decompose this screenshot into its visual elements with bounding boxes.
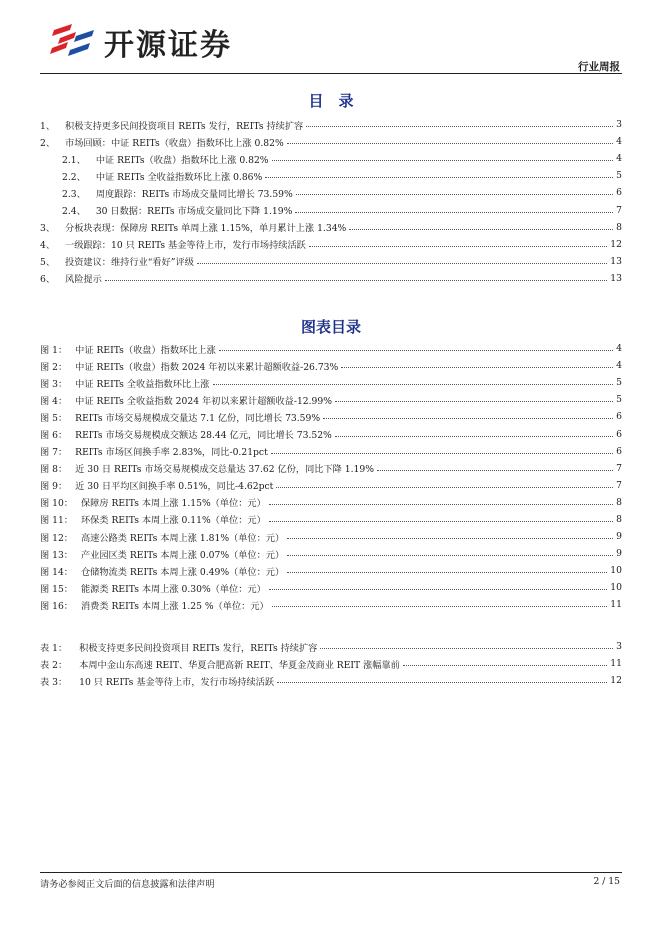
figure-entry-leader-dots [269,504,613,505]
table-entry-text: 本周中金山东高速 REIT、华夏合肥高新 REIT、华夏金茂商业 REIT 涨幅靠前 [79,659,400,671]
toc-entry-leader-dots [272,160,614,161]
toc-entry-leader-dots [105,280,608,281]
figure-entry-number: 图 3： [40,378,68,390]
toc-entry[interactable] [40,270,622,287]
figure-entry[interactable] [40,408,622,425]
figure-entry[interactable] [40,477,622,494]
toc-list [40,116,622,287]
figure-entry-number: 图 15： [40,583,73,595]
toc-entry-page: 5 [616,170,622,182]
toc-entry-number: 6、 [40,274,56,286]
page-number: 2 / 15 [593,876,620,887]
toc-entry-text: 分板块表现：保障房 REITs 单周上涨 1.15%，单月累计上涨 1.34% [65,223,347,235]
figure-entry-leader-dots [323,418,613,419]
figure-index-list [40,340,622,614]
figure-entry-leader-dots [377,470,613,471]
toc-entry-text: 市场回顾：中证 REITs（收盘）指数环比上涨 0.82% [65,137,284,149]
toc-entry-page: 13 [610,255,622,267]
toc-entry-leader-dots [265,177,613,178]
figure-entry-leader-dots [276,487,613,488]
figure-entry-leader-dots [272,606,608,607]
toc-entry-leader-dots [287,143,613,144]
table-entry[interactable] [40,655,622,672]
figure-entry-number: 图 9： [40,481,68,493]
figure-entry-text: 产业园区类 REITs 本周上涨 0.07%（单位：元） [81,549,285,561]
figure-entry-leader-dots [335,401,613,402]
table-entry-number: 表 1： [40,642,68,654]
figure-entry-leader-dots [271,453,613,454]
toc-entry-leader-dots [197,263,607,264]
table-entry-page: 3 [616,641,622,653]
figure-entry-number: 图 14： [40,566,73,578]
figure-entry-text: 中证 REITs（收盘）指数 2024 年初以来累计超额收益-26.73% [75,361,339,373]
toc-entry-text: 30 日数据：REITs 市场成交量同比下降 1.19% [95,206,293,218]
figure-entry-page: 11 [610,599,622,611]
figure-entry-text: 消费类 REITs 本周上涨 1.25 %（单位：元） [81,600,269,612]
figure-entry[interactable] [40,460,622,477]
toc-entry-number: 3、 [40,223,56,235]
figure-entry-page: 4 [616,343,622,355]
page-header [0,0,662,78]
figure-entry-text: REITs 市场交易规模成交量达 7.1 亿份，同比增长 73.59% [75,412,321,424]
figure-entry-text: REITs 市场交易规模成交额达 28.44 亿元，同比增长 73.52% [75,430,332,442]
figure-entry-page: 6 [616,428,622,440]
figure-entry-leader-dots [341,367,613,368]
toc-entry-text: 风险提示 [65,274,102,286]
figure-entry[interactable] [40,511,622,528]
figure-entry-number: 图 7： [40,447,68,459]
figure-entry-page: 5 [616,377,622,389]
table-entry-number: 表 2： [40,659,68,671]
report-type-label: 行业周报 [578,61,620,73]
toc-entry-page: 6 [616,187,622,199]
figure-entry-text: 仓储物流类 REITs 本周上涨 0.49%（单位：元） [81,566,285,578]
toc-entry-number: 4、 [40,240,56,252]
toc-entry-leader-dots [306,126,613,127]
toc-entry-text: 投资建议：维持行业“看好”评级 [65,257,194,269]
toc-entry-text: 中证 REITs 全收益指数环比上涨 0.86% [95,171,263,183]
toc-entry[interactable] [40,150,622,167]
toc-entry[interactable] [40,184,622,201]
figure-entry-leader-dots [269,521,613,522]
toc-entry[interactable] [40,167,622,184]
figure-entry-page: 7 [616,462,622,474]
figure-entry[interactable] [40,596,622,613]
toc-entry-number: 1、 [40,120,56,132]
figure-entry-number: 图 2： [40,361,68,373]
figure-entry-number: 图 11： [40,515,73,527]
table-entry-leader-dots [403,665,607,666]
header-divider [40,73,622,74]
figure-entry-text: 环保类 REITs 本周上涨 0.11%（单位：元） [81,515,266,527]
figure-entry[interactable] [40,357,622,374]
figure-entry-page: 6 [616,411,622,423]
figure-entry-text: 中证 REITs 全收益指数环比上涨 [75,378,210,390]
figure-entry-page: 8 [616,496,622,508]
toc-entry-text: 周度跟踪：REITs 市场成交量同比增长 73.59% [95,188,293,200]
figure-entry-number: 图 10： [40,498,73,510]
figure-entry[interactable] [40,579,622,596]
figure-entry-number: 图 13： [40,549,73,561]
figure-entry-page: 7 [616,479,622,491]
figure-entry-leader-dots [287,572,607,573]
figure-index-title: 图表目录 [300,318,361,336]
figure-entry-text: 中证 REITs（收盘）指数环比上涨 [75,344,216,356]
figure-entry-leader-dots [269,589,607,590]
figure-entry-text: 能源类 REITs 本周上涨 0.30%（单位：元） [81,583,266,595]
toc-entry-page: 13 [610,272,622,284]
figure-entry[interactable] [40,425,622,442]
figure-entry[interactable] [40,494,622,511]
figure-entry-number: 图 16： [40,600,73,612]
figure-entry[interactable] [40,443,622,460]
toc-entry-number: 2.4、 [62,206,86,218]
toc-entry[interactable] [40,236,622,253]
table-entry-leader-dots [320,648,613,649]
toc-entry[interactable] [40,133,622,150]
toc-entry-number: 5、 [40,257,56,269]
toc-entry-page: 4 [616,153,622,165]
figure-entry[interactable] [40,545,622,562]
toc-entry-leader-dots [295,212,613,213]
figure-entry-text: 中证 REITs 全收益指数 2024 年初以来累计超额收益-12.99% [75,395,332,407]
table-entry[interactable] [40,638,622,655]
figure-entry-number: 图 6： [40,430,68,442]
toc-entry-page: 8 [616,221,622,233]
table-entry-page: 12 [610,675,622,687]
figure-entry-page: 9 [616,531,622,543]
figure-entry-page: 9 [616,548,622,560]
figure-entry-number: 图 12： [40,532,73,544]
figure-entry[interactable] [40,374,622,391]
figure-entry-text: 近 30 日 REITs 市场交易规模成交总量达 37.62 亿份，同比下降 1.19% [75,464,374,476]
table-index-list [40,638,622,689]
toc-entry[interactable] [40,201,622,218]
figure-entry-text: REITs 市场区间换手率 2.83%，同比-0.21pct [75,447,268,459]
figure-entry[interactable] [40,528,622,545]
figure-entry-page: 5 [616,394,622,406]
figure-entry-number: 图 8： [40,464,68,476]
figure-entry-text: 近 30 日平均区间换手率 0.51%，同比-4.62pct [75,481,274,493]
figure-entry-leader-dots [213,384,614,385]
toc-entry-leader-dots [296,194,613,195]
figure-entry-page: 10 [610,565,622,577]
table-entry-text: 积极支持更多民间投资项目 REITs 发行，REITs 持续扩容 [79,642,318,654]
figure-entry-page: 4 [616,360,622,372]
toc-entry-text: 一级跟踪：10 只 REITs 基金等待上市，发行市场持续活跃 [65,240,306,252]
table-entry-page: 11 [610,658,622,670]
toc-entry-leader-dots [349,229,613,230]
toc-entry[interactable] [40,253,622,270]
toc-entry[interactable] [40,116,622,133]
toc-entry-number: 2.2、 [62,171,86,183]
toc-entry[interactable] [40,219,622,236]
toc-entry-page: 4 [616,136,622,148]
kaiyuan-logo-icon [50,22,98,56]
toc-entry-page: 3 [616,119,622,131]
figure-entry[interactable] [40,562,622,579]
footer-disclaimer: 请务必参阅正文后面的信息披露和法律声明 [40,879,215,890]
footer-divider [40,872,622,873]
figure-entry-page: 8 [616,513,622,525]
table-entry[interactable] [40,672,622,689]
table-entry-text: 10 只 REITs 基金等待上市，发行市场持续活跃 [79,676,275,688]
figure-entry-number: 图 5： [40,412,68,424]
table-entry-leader-dots [277,682,607,683]
toc-title: 目 录 [308,92,354,110]
figure-entry-leader-dots [335,436,613,437]
table-entry-number: 表 3： [40,676,68,688]
figure-entry-page: 6 [616,445,622,457]
toc-entry-page: 7 [616,204,622,216]
figure-entry-number: 图 4： [40,395,68,407]
figure-entry-number: 图 1： [40,344,68,356]
toc-entry-text: 积极支持更多民间投资项目 REITs 发行，REITs 持续扩容 [65,120,304,132]
figure-entry-leader-dots [219,350,613,351]
figure-entry-leader-dots [287,538,613,539]
figure-entry-page: 10 [610,582,622,594]
brand-name: 开源证券 [104,28,232,63]
toc-entry-page: 12 [610,238,622,250]
toc-entry-number: 2.3、 [62,188,86,200]
figure-entry-text: 高速公路类 REITs 本周上涨 1.81%（单位：元） [81,532,285,544]
figure-entry-leader-dots [287,555,613,556]
toc-entry-leader-dots [309,246,607,247]
figure-entry[interactable] [40,391,622,408]
toc-entry-text: 中证 REITs（收盘）指数环比上涨 0.82% [95,154,269,166]
toc-entry-number: 2、 [40,137,56,149]
figure-entry-text: 保障房 REITs 本周上涨 1.15%（单位：元） [81,498,266,510]
figure-entry[interactable] [40,340,622,357]
toc-entry-number: 2.1、 [62,154,86,166]
